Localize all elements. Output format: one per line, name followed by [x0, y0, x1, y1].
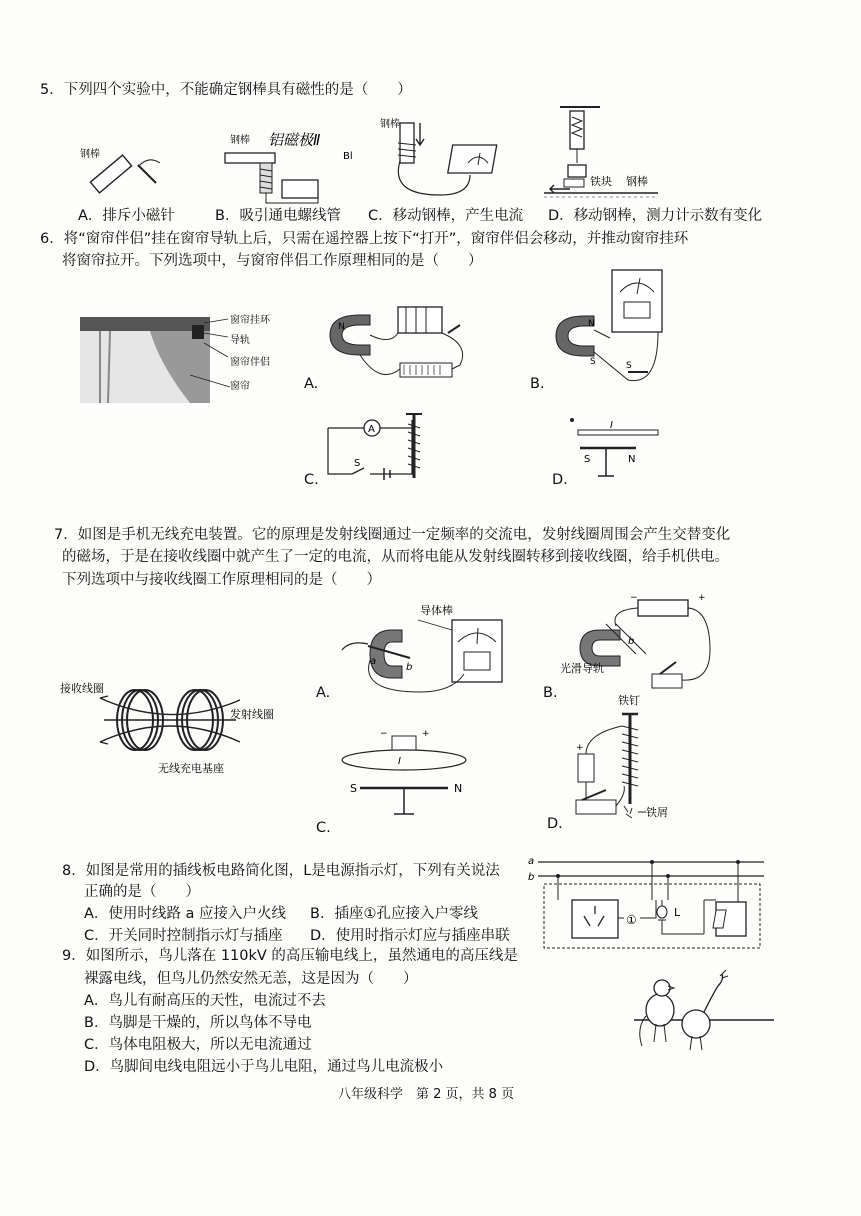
- q9-option-c: C．鸟体电阻极大，所以无电流通过: [84, 1037, 312, 1053]
- label-b: b: [628, 636, 635, 647]
- q9-stem-line2: 裸露电线，但鸟儿仍然安然无恙，这是因为（ ）: [84, 971, 418, 987]
- q9-option-a: A．鸟儿有耐高压的天性，电流过不去: [84, 993, 326, 1009]
- label-curtain: 窗帘: [230, 381, 250, 392]
- q7-option-b: B.: [543, 685, 558, 701]
- plus-sign: +: [576, 743, 584, 753]
- steel-rod: [564, 179, 584, 187]
- handwritten-note-b: Bl: [343, 151, 353, 162]
- minus-sign: −: [630, 593, 638, 603]
- iron-block: [568, 165, 586, 177]
- q8-stem-line1: 8．如图是常用的插线板电路简化图，L是电源指示灯，下列有关说法: [62, 863, 500, 879]
- q6-option-c: C.: [304, 472, 319, 488]
- battery: [638, 600, 688, 616]
- switch-label: S: [354, 458, 361, 469]
- lamp-label: L: [674, 906, 681, 919]
- label-receive-1: 接收线圈: [60, 682, 104, 695]
- q7-coils-figure: [60, 680, 280, 780]
- q6-fig-d: [566, 418, 666, 488]
- needle-s: S: [584, 454, 591, 465]
- switch-icon: [713, 902, 746, 936]
- q5-fig-d: [540, 105, 680, 205]
- bird-right: [682, 970, 728, 1050]
- q6-option-a: A.: [304, 376, 319, 392]
- line-a-label: a: [528, 856, 535, 867]
- needle-stand: [598, 448, 614, 476]
- iron-nail: [406, 414, 422, 478]
- socket-hole-mark: ①: [626, 913, 637, 927]
- steel-rod-label: 钢棒: [230, 135, 250, 146]
- leader-line: [418, 620, 452, 630]
- q5-option-c: C．移动钢棒，产生电流: [368, 208, 524, 224]
- q7-option-d: D.: [547, 816, 563, 832]
- q8-circuit-figure: [528, 854, 768, 954]
- switch: [660, 662, 676, 674]
- switch-wire: [704, 862, 738, 902]
- solenoid: [260, 163, 272, 193]
- label-companion: 窗帘伴侣: [230, 357, 270, 368]
- label-rail: 光滑导轨: [560, 662, 604, 675]
- label-conductor: 导体棒: [420, 604, 453, 617]
- ammeter-label: A: [368, 424, 375, 435]
- q7-fig-c: [342, 728, 492, 828]
- spring-scale: [570, 111, 584, 163]
- q9-option-b: B．鸟脚是干燥的，所以鸟体不导电: [84, 1015, 312, 1031]
- down-arrow-icon: [416, 123, 424, 145]
- handwritten-note: 铝磁极Ⅱ: [268, 131, 321, 149]
- q5-fig-b: [210, 125, 360, 210]
- line-b-label: b: [528, 872, 535, 883]
- label-rail: 导轨: [230, 335, 250, 346]
- steel-rod-label: 钢棒: [380, 119, 400, 130]
- battery-pack: [398, 307, 442, 333]
- needle-n: N: [628, 454, 636, 465]
- field-lines: [100, 698, 240, 742]
- current-label: I: [610, 420, 613, 431]
- horseshoe-magnet: [580, 630, 620, 666]
- steel-rod: [225, 153, 275, 163]
- q6-curtain-figure: [80, 315, 280, 405]
- curtain-companion-device: [192, 325, 204, 339]
- horseshoe-magnet: [330, 315, 370, 355]
- q6-fig-b: [548, 268, 688, 393]
- galvanometer: [448, 145, 497, 173]
- switch: [448, 325, 460, 333]
- rotation-arrow: [138, 160, 160, 167]
- bird-left: [640, 980, 674, 1046]
- q5-fig-a: [78, 145, 178, 205]
- wires: [594, 330, 658, 381]
- q7-stem-line2: 的磁场，于是在接收线圈中就产生了一定的电流，从而将电能从发射线圈转移到接收线圈，给手机供电。: [62, 549, 729, 565]
- pole-n: N: [338, 322, 345, 332]
- q6-stem-line1: 6．将“窗帘伴侣”挂在窗帘导轨上后，只需在遥控器上按下“打开”，窗帘伴侣会移动，并推动窗帘挂环: [40, 231, 689, 247]
- q5-fig-c: [380, 115, 510, 210]
- q9-option-d: D．鸟脚间电线电阻远小于鸟儿电阻，通过鸟儿电流极小: [84, 1059, 444, 1075]
- q8-option-b: B．插座①孔应接入户零线: [310, 906, 478, 922]
- magnetic-needle: [138, 165, 156, 183]
- label-filings: 铁屑: [646, 806, 668, 819]
- dot-mark: [570, 418, 574, 422]
- plus-sign: +: [422, 729, 430, 739]
- q9-birds-figure: [634, 968, 774, 1058]
- q8-option-a: A．使用时线路 a 应接入户火线: [84, 906, 287, 922]
- page-footer: 八年级科学 第 2 页，共 8 页: [338, 1087, 515, 1102]
- socket: [572, 900, 618, 938]
- q5-option-a: A．排斥小磁针: [78, 208, 175, 224]
- label-b: b: [406, 662, 413, 673]
- steel-rod-label: 钢棒: [626, 175, 648, 188]
- label-a: a: [370, 656, 377, 667]
- q7-stem-line1: 7．如图是手机无线充电装置。它的原理是发射线圈通过一定频率的交流电，发射线圈周围会产生交替变化: [54, 527, 731, 543]
- battery: [282, 180, 318, 198]
- battery: [578, 754, 594, 782]
- q7-option-a: A.: [316, 685, 331, 701]
- steel-rod: [90, 155, 131, 193]
- q7-fig-a: [340, 600, 510, 700]
- minus-sign: −: [380, 729, 388, 739]
- q6-option-d: D.: [552, 472, 568, 488]
- q8-option-c: C．开关同时控制指示灯与插座: [84, 928, 283, 944]
- q5-option-d: D．移动钢棒，测力计示数有变化: [548, 208, 763, 224]
- label-nail: 铁钉: [618, 694, 640, 707]
- curtain-rail: [80, 317, 210, 331]
- q9-stem-line1: 9．如图所示，鸟儿落在 110kV 的高压输电线上，虽然通电的高压线是: [62, 948, 518, 964]
- needle-stand: [394, 788, 414, 814]
- q7-fig-b: [560, 590, 720, 710]
- galvanometer: [612, 270, 662, 332]
- q8-stem-line2: 正确的是（ ）: [84, 884, 200, 900]
- iron-filings: [624, 806, 632, 818]
- label-n: N: [454, 782, 463, 795]
- iron-block-label: 铁块: [590, 175, 612, 188]
- q6-stem-line2: 将窗帘拉开。下列选项中，与窗帘伴侣工作原理相同的是（ ）: [62, 253, 483, 269]
- galvanometer: [452, 620, 502, 682]
- battery: [392, 736, 416, 750]
- label-emit: 发射线圈: [230, 708, 274, 721]
- q6-fig-c: [322, 410, 432, 485]
- label-s: S: [350, 782, 357, 795]
- label-base: 无线充电基座: [158, 762, 224, 775]
- q7-fig-d: [566, 694, 706, 834]
- plus-sign: +: [698, 593, 706, 603]
- label-hook: 窗帘挂环: [230, 315, 270, 326]
- switch-base: [576, 800, 616, 814]
- current-wire: [578, 430, 658, 435]
- q8-option-d: D．使用时指示灯应与插座串联: [310, 928, 510, 944]
- rheostat: [400, 363, 452, 377]
- current-label: I: [398, 756, 401, 767]
- indicator-lamp: [657, 900, 667, 920]
- switch-base: [652, 674, 682, 688]
- steel-rod-label: 钢棒: [80, 149, 100, 160]
- pole-s2: S: [626, 361, 632, 371]
- q7-stem-line3: 下列选项中与接收线圈工作原理相同的是（ ）: [62, 572, 381, 588]
- hand: [342, 643, 368, 650]
- q6-fig-a: [320, 295, 480, 395]
- q5-stem: 5．下列四个实验中，不能确定钢棒具有磁性的是（ ）: [40, 82, 412, 98]
- pole-s: S: [590, 357, 596, 367]
- q6-option-b: B.: [530, 376, 545, 392]
- q7-option-c: C.: [316, 820, 331, 836]
- wire-loop: [342, 750, 466, 770]
- wires-2: [652, 862, 704, 934]
- pole-n: N: [588, 319, 595, 329]
- q5-option-b: B．吸引通电螺线管: [215, 208, 341, 224]
